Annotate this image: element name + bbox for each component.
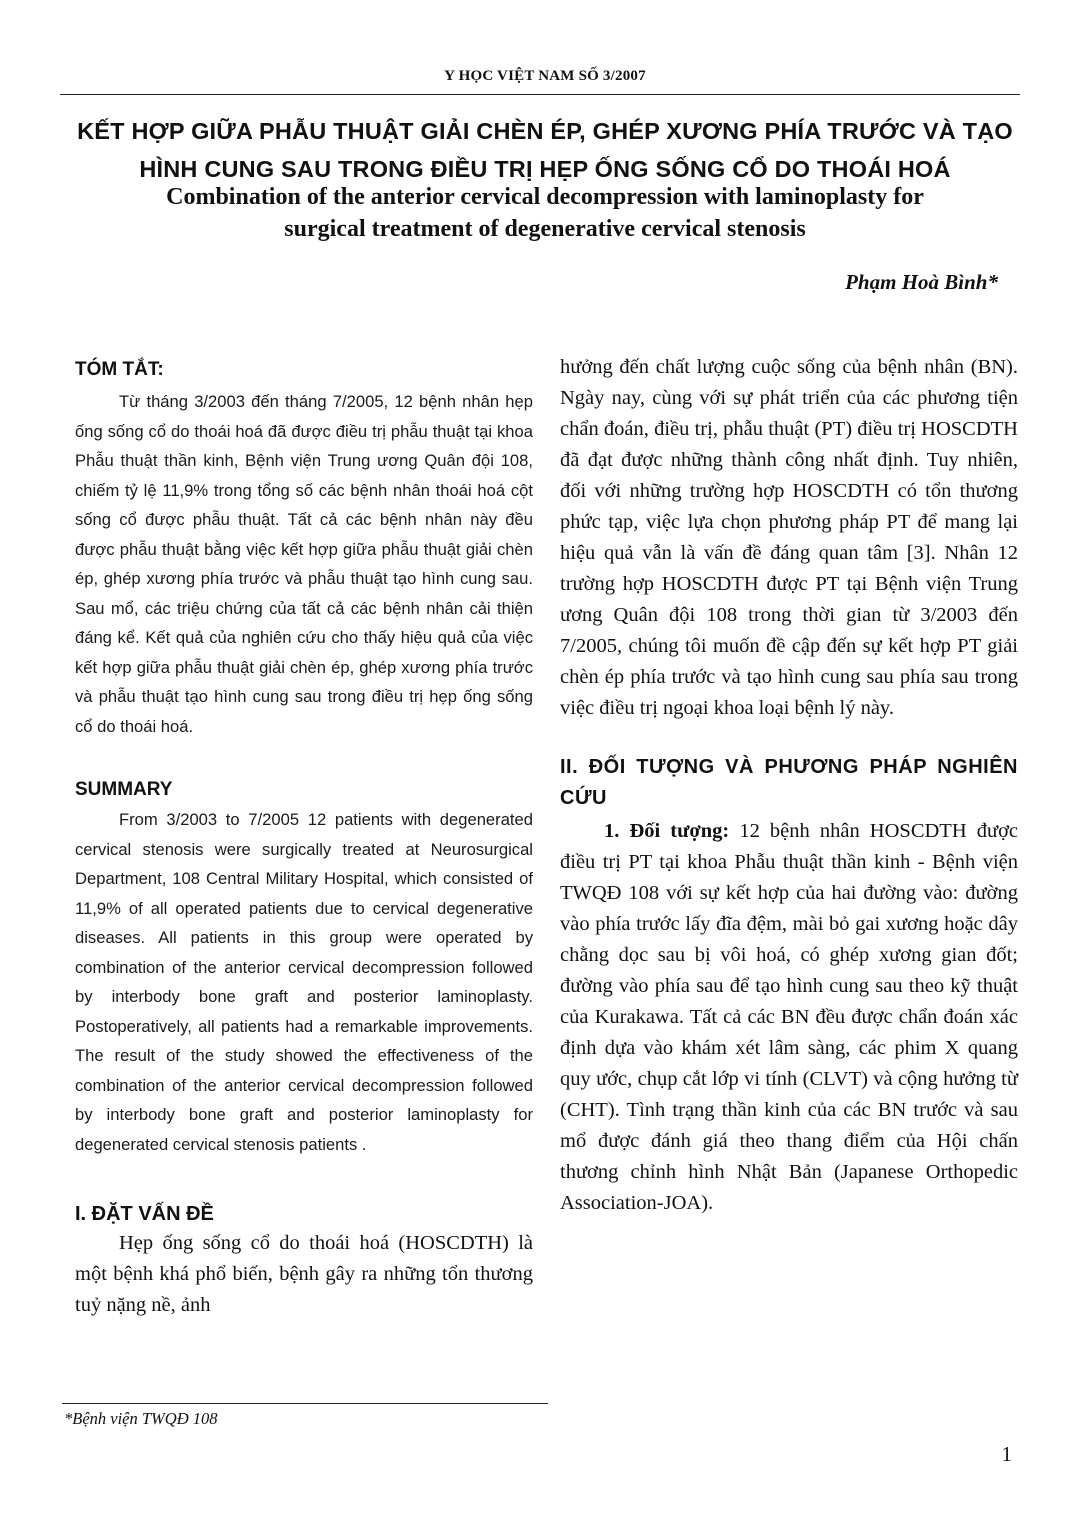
section2-subsection1 bbox=[560, 816, 1018, 1219]
author-name: Phạm Hoà Bình* bbox=[845, 270, 998, 294]
section2-heading: II. ĐỐI TƯỢNG VÀ PHƯƠNG PHÁP NGHIÊN CỨU bbox=[560, 756, 1018, 809]
header-rule bbox=[60, 94, 1020, 95]
section1-heading: I. ĐẶT VẤN ĐỀ bbox=[75, 1203, 214, 1225]
left-column bbox=[75, 355, 533, 1321]
page-number: 1 bbox=[1001, 1442, 1012, 1466]
subsection1-text: 12 bệnh nhân HOSCDTH được điều trị PT tại khoa Phẫu thuật thần kinh - Bệnh viện TWQĐ 108 với sự kết hợp của hai đường vào: đường vào phía trước lấy đĩa đệm, mài bỏ gai xương hoặc dây chằng dọc sau bị vôi hoá, có ghép xương gian đốt; đường vào phía sau để tạo hình cung sau theo kỹ thuật của Kurakawa. Tất cả các BN đều được chẩn đoán xác định dựa vào khám xét lâm sàng, các phim X quang quy ước, chụp cắt lớp vi tính (CLVT) và cộng hưởng từ (CHT). Tình trạng thần kinh của các BN trước và sau mổ được đánh giá theo thang điểm của Hội chấn thương chỉnh hình Nhật Bản (Japanese Orthopedic Association-JOA). bbox=[560, 820, 1019, 1214]
footnote-rule bbox=[62, 1403, 548, 1404]
abstract-vi-heading: TÓM TẮT: bbox=[75, 359, 164, 380]
subsection1-label: 1. Đối tượng: bbox=[604, 820, 730, 842]
footnote-affiliation: *Bệnh viện TWQĐ 108 bbox=[64, 1409, 218, 1428]
summary-heading: SUMMARY bbox=[75, 779, 173, 800]
summary-text: From 3/2003 to 7/2005 12 patients with degenerated cervical stenosis were surgically treated at Neurosurgical Department, 108 Central Military Hospital, which consisted of 11,9% of all operated patients due to cervical degenerative diseases. All patients in this group were operated by combination of the anterior cervical decompression followed by interbody bone graft and posterior laminoplasty. Postoperatively, all patients had a remarkable improvements. The result of the study showed the effectiveness of the combination of the anterior cervical decompression followed by interbody bone graft and posterior laminoplasty for degenerated cervical stenosis patients . bbox=[75, 810, 533, 1154]
section1-text-continued: hưởng đến chất lượng cuộc sống của bệnh nhân (BN). Ngày nay, cùng với sự phát triển của các phương tiện chẩn đoán, điều trị, phẫu thuật (PT) điều trị HOSCDTH đã đạt được những thành công nhất định. Tuy nhiên, đối với những trường hợp HOSCDTH có tổn thương phức tạp, việc lựa chọn phương pháp PT để mang lại hiệu quả vẫn là vấn đề đáng quan tâm [3]. Nhân 12 trường hợp HOSCDTH được PT tại Bệnh viện Trung ương Quân đội 108 trong thời gian từ 3/2003 đến 7/2005, chúng tôi muốn đề cập đến sự kết hợp PT giải chèn ép phía trước và tạo hình cung sau phía sau trong việc điều trị ngoại khoa loại bệnh lý này. bbox=[560, 356, 1018, 719]
title-en-line-1: Combination of the anterior cervical decompression with laminoplasty for bbox=[166, 184, 924, 210]
title-vietnamese bbox=[60, 112, 1030, 188]
abstract-vi-text: Từ tháng 3/2003 đến tháng 7/2005, 12 bệnh nhân hẹp ống sống cổ do thoái hoá đã được điều trị phẫu thuật tại khoa Phẫu thuật thần kinh, Bệnh viện Trung ương Quân đội 108, chiếm tỷ lệ 11,9% trong tổng số các bệnh nhân thoái hoá cột sống cổ được phẫu thuật. Tất cả các bệnh nhân này đều được phẫu thuật bằng việc kết hợp giữa phẫu thuật giải chèn ép, ghép xương phía trước và phẫu thuật tạo hình cung sau. Sau mổ, các triệu chứng của tất cả các bệnh nhân cải thiện đáng kể. Kết quả của nghiên cứu cho thấy hiệu quả của việc kết hợp giữa phẫu thuật giải chèn ép, ghép xương phía trước và phẫu thuật tạo hình cung sau trong điều trị hẹp ống sống cổ do thoái hoá. bbox=[75, 392, 533, 736]
title-en-line-2: surgical treatment of degenerative cervical stenosis bbox=[284, 216, 806, 242]
section1-text-start: Hẹp ống sống cổ do thoái hoá (HOSCDTH) là một bệnh khá phổ biến, bệnh gây ra những tổn thương tuỷ nặng nề, ảnh bbox=[75, 1232, 533, 1316]
title-vi-line-2: HÌNH CUNG SAU TRONG ĐIỀU TRỊ HẸP ỐNG SỐNG CỔ DO THOÁI HOÁ bbox=[139, 156, 951, 182]
journal-header: Y HỌC VIỆT NAM SỐ 3/2007 bbox=[444, 68, 646, 84]
right-column bbox=[560, 352, 1018, 1219]
title-vi-line-1: KẾT HỢP GIỮA PHẪU THUẬT GIẢI CHÈN ÉP, GHÉP XƯƠNG PHÍA TRƯỚC VÀ TẠO bbox=[77, 118, 1013, 144]
title-english bbox=[60, 181, 1030, 245]
